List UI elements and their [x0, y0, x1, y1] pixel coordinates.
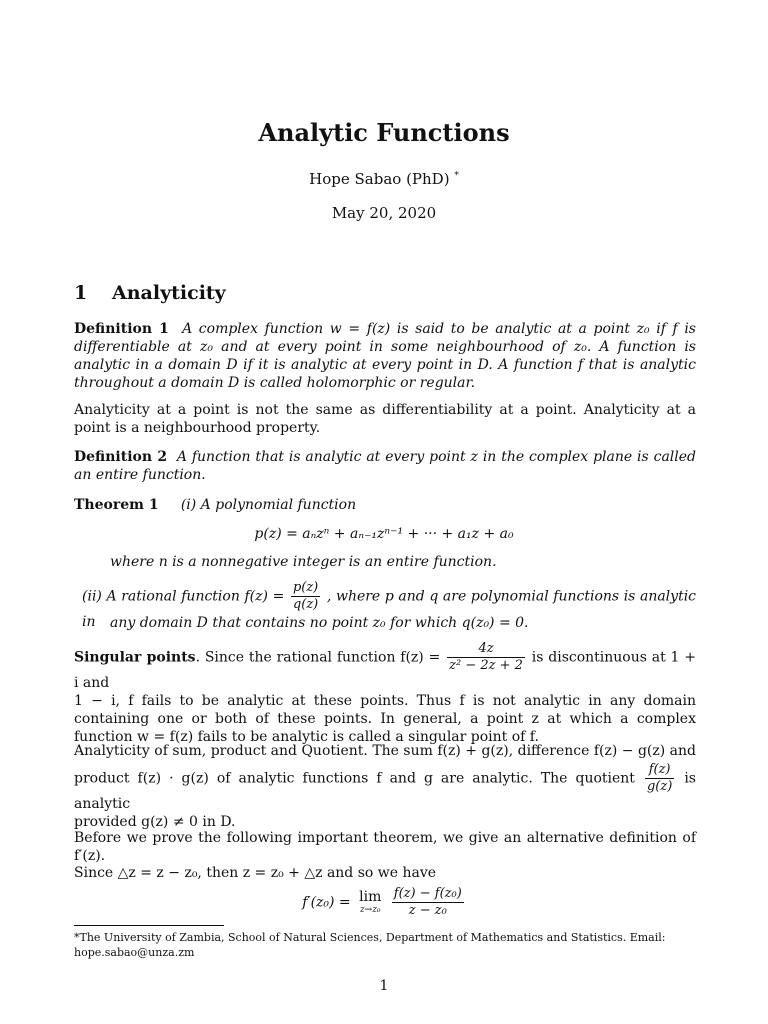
- theorem-1-line: [74, 496, 696, 514]
- singular-points-rest: 1 − i, f fails to be analytic at these points. Thus f is not analytic in any domain containing one or both of these points. In general, a point z at which a complex function w = f(z) fails to be analytic is called a singular point of f.: [74, 693, 696, 745]
- singular-numerator: 4z: [447, 641, 525, 658]
- analyticity-paragraph: Analyticity at a point is not the same as differentiability at a point. Analyticity at a point is a neighbourhood property.: [74, 402, 696, 436]
- author-footnote-mark: *: [454, 171, 459, 181]
- quotient-numerator: f(z): [645, 762, 674, 779]
- section-number: 1: [74, 282, 88, 304]
- theorem-1-part2-tail: any domain D that contains no point z₀ for which q(z₀) = 0.: [110, 615, 529, 631]
- sum-product-line-3: provided g(z) ≠ 0 in D.: [74, 814, 236, 830]
- derivative-limit-equation: [0, 886, 768, 919]
- singular-points-first-line: [74, 641, 696, 692]
- quotient-fraction: [645, 762, 674, 795]
- theorem-1-label: Theorem 1: [74, 497, 159, 513]
- sum-product-line-1: Analyticity of sum, product and Quotient. The sum f(z) + g(z), difference f(z) − g(z) and: [74, 743, 696, 759]
- rational-fraction: [291, 580, 320, 613]
- limit-subscript: z→z₀: [359, 905, 381, 915]
- definition-2-label: Definition 2: [74, 449, 168, 465]
- paper-title: Analytic Functions: [258, 118, 510, 147]
- since-paragraph: Since △z = z − z₀, then z = z₀ + △z and so we have: [74, 865, 437, 881]
- derivative-lhs: f′(z₀) =: [302, 894, 351, 911]
- singular-denominator: z² − 2z + 2: [449, 658, 523, 673]
- sum-product-line-2: [74, 762, 696, 813]
- quotient-denominator: g(z): [646, 779, 673, 794]
- singular-points-paragraph: [74, 641, 696, 746]
- theorem-1-part1-tail: where n is a nonnegative integer is an entire function.: [110, 554, 497, 570]
- before-paragraph: Before we prove the following important theorem, we give an alternative definition of f′(z).: [74, 830, 696, 864]
- rational-numerator: p(z): [292, 580, 319, 595]
- definition-1-text: A complex function w = f(z) is said to be analytic at a point z₀ if f is differentiable at z₀ and at every point in some neighbourhood of z₀. A function is analytic in a domain D if it is analytic at every point in D. A function f that is analytic throughout a domain D is called holomorphic or regular.: [74, 321, 696, 391]
- footnote-rule: [74, 925, 224, 926]
- sum-product-line-2-pre: product f(z) · g(z) of analytic functions f and g are analytic. The quotient: [74, 770, 635, 787]
- author-line: [0, 170, 768, 188]
- section-heading: [74, 282, 226, 304]
- definition-1: [74, 320, 696, 392]
- definition-1-label: Definition 1: [74, 321, 169, 337]
- singular-fraction: [447, 641, 525, 674]
- limit-operator: [359, 890, 381, 915]
- footnote: *The University of Zambia, School of Natural Sciences, Department of Mathematics and Statistics. Email: hope.sabao@unza.zm: [74, 931, 666, 959]
- difference-denominator: z − z₀: [408, 903, 447, 918]
- sum-product-paragraph: [74, 742, 696, 831]
- page-number: 1: [379, 978, 389, 994]
- sum-product-line-2-post: is analytic: [74, 770, 696, 812]
- definition-2: [74, 448, 696, 484]
- singular-points-pre: . Since the rational function f(z) =: [195, 649, 441, 666]
- theorem-1-part1-intro: (i) A polynomial function: [180, 497, 357, 513]
- rational-denominator: q(z): [292, 597, 319, 612]
- singular-points-post: is discontinuous at 1 + i and: [74, 649, 697, 691]
- theorem-1-part2-post: , where p and q are polynomial functions is analytic in: [82, 588, 697, 630]
- definition-2-text: A function that is analytic at every point z in the complex plane is called an entire function.: [74, 449, 696, 483]
- polynomial-equation: p(z) = aₙzⁿ + aₙ₋₁zⁿ⁻¹ + ··· + a₁z + a₀: [254, 526, 514, 542]
- section-title: Analyticity: [112, 282, 226, 304]
- theorem-1-part2-pre: (ii) A rational function f(z) =: [82, 588, 285, 605]
- difference-quotient: [392, 886, 464, 919]
- singular-points-label: Singular points: [74, 649, 196, 666]
- paper-date: May 20, 2020: [331, 204, 437, 222]
- difference-numerator: f(z) − f(z₀): [393, 886, 462, 901]
- author-name: Hope Sabao (PhD): [309, 170, 450, 188]
- limit-word: lim: [359, 889, 382, 905]
